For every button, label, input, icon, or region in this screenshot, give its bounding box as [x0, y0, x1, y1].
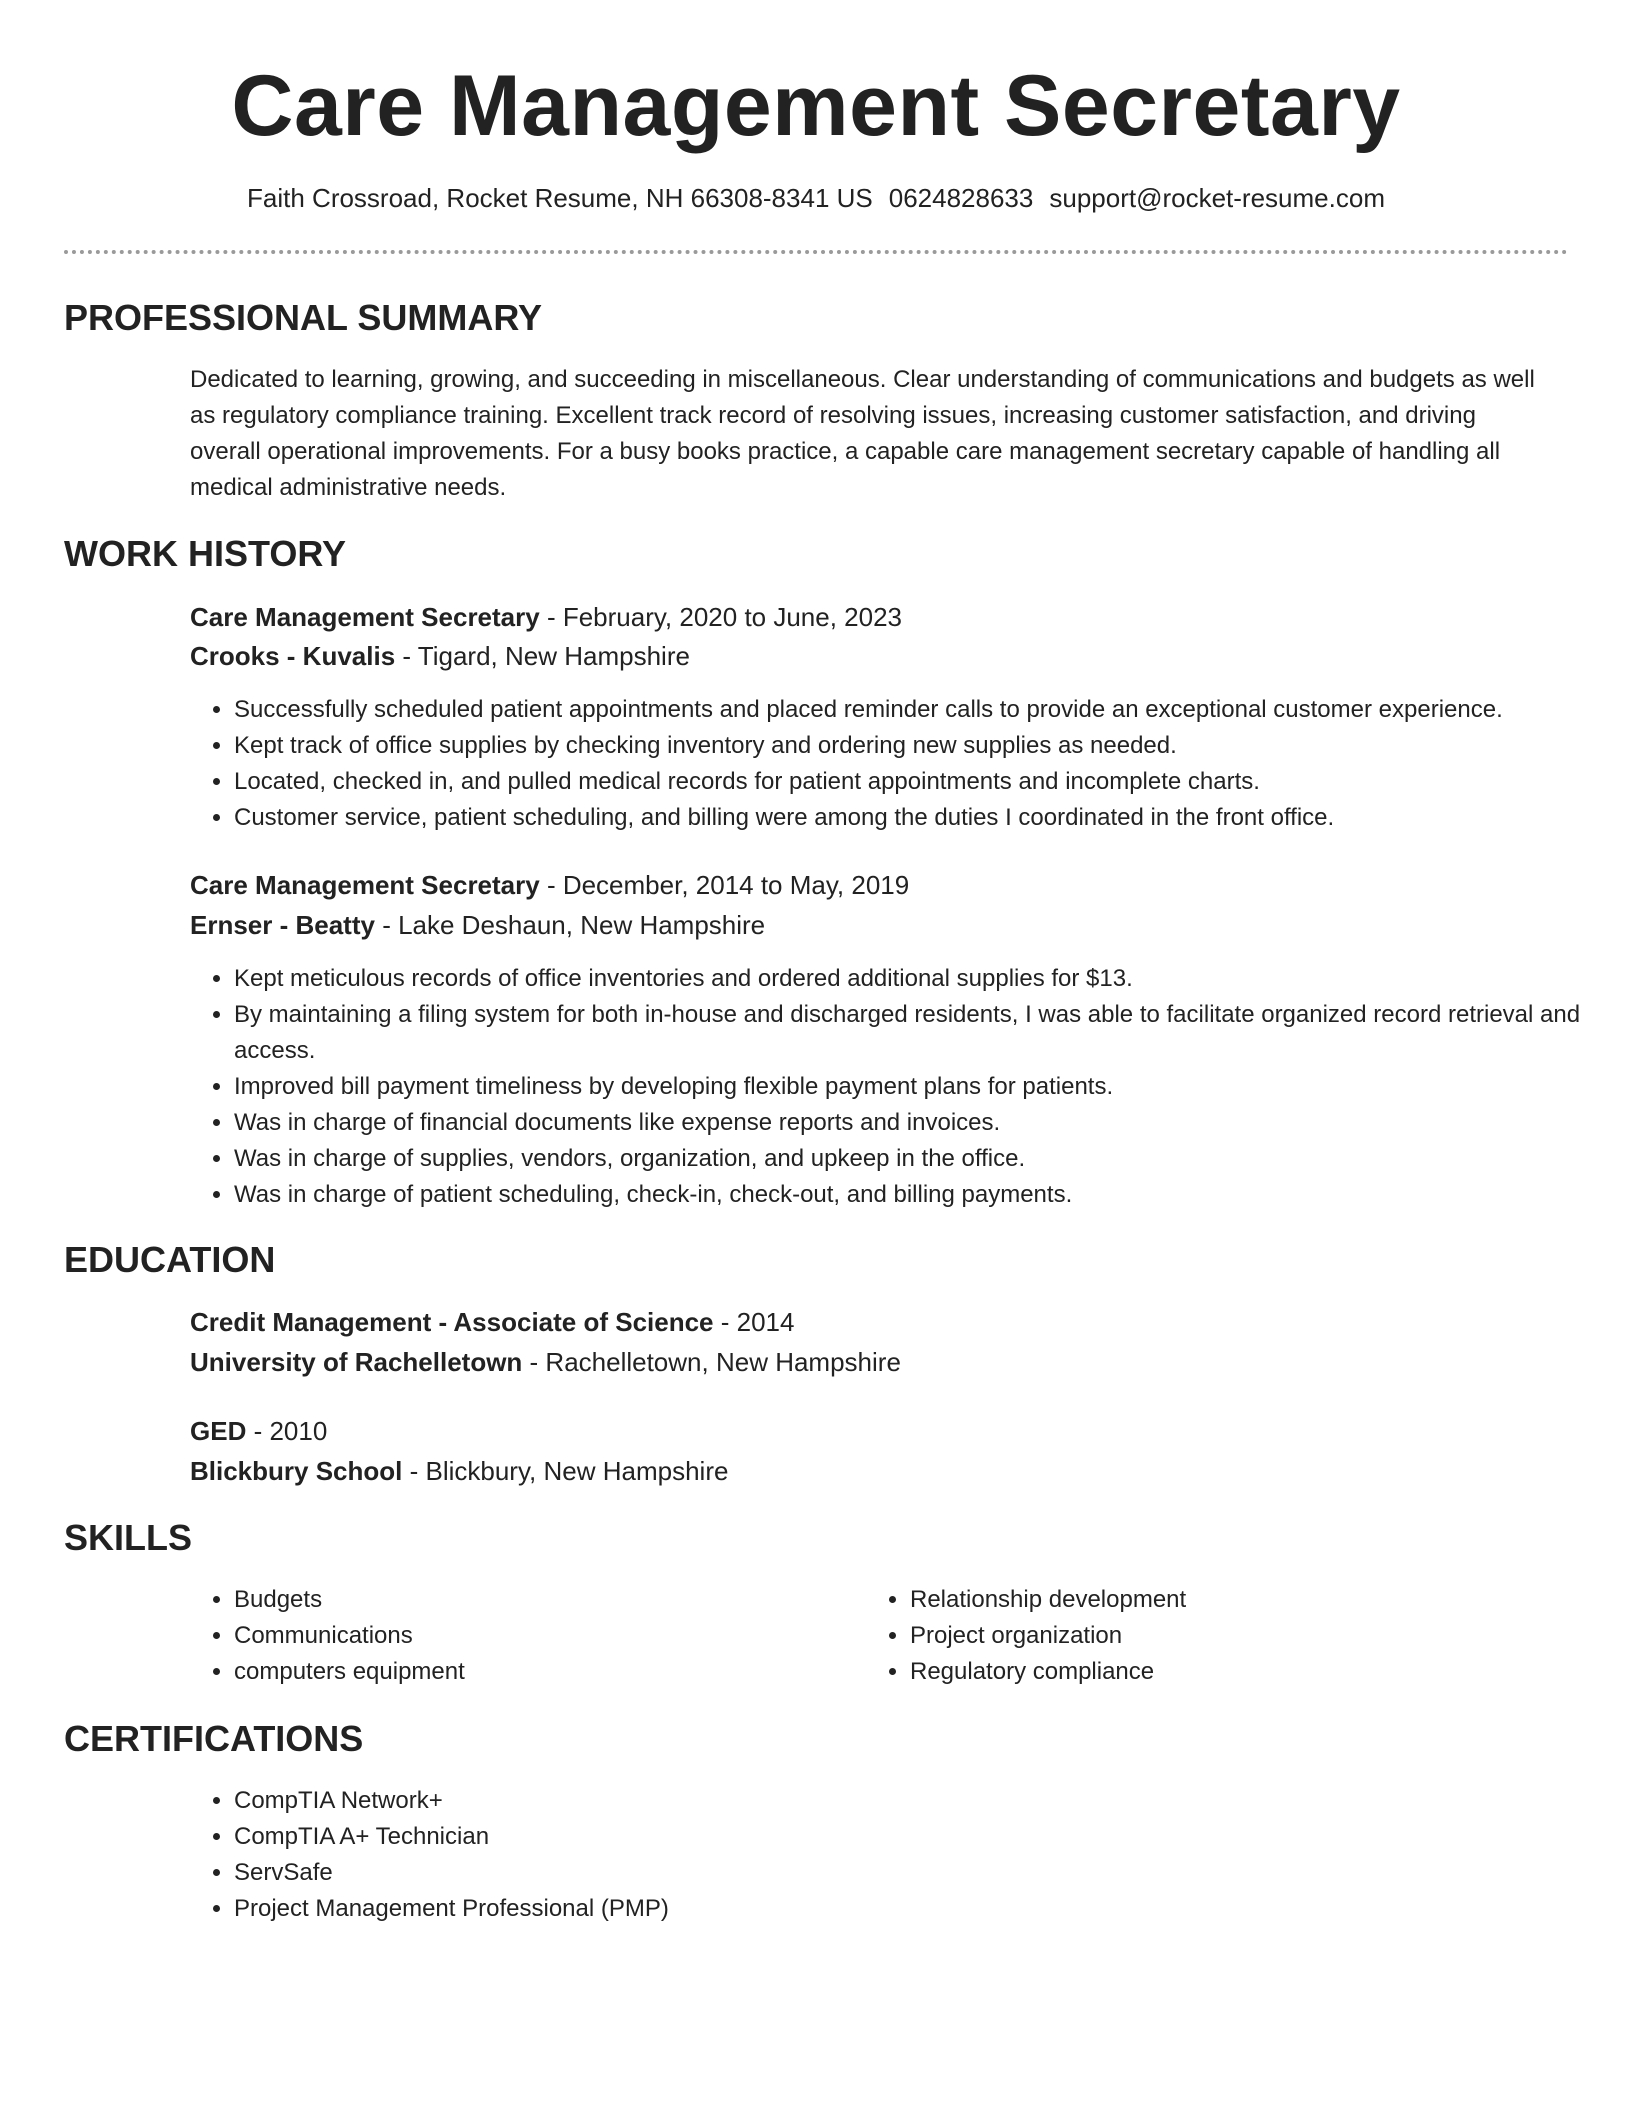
job-2-bullets	[190, 961, 1614, 1213]
job-1-bullets	[190, 692, 1614, 836]
skills-list-left	[190, 1582, 834, 1690]
contact-line	[0, 180, 1632, 216]
list-item: • Relationship development	[910, 1582, 1550, 1618]
list-item: • Customer service, patient scheduling, and billing were among the duties I coordinated in the front office.	[234, 800, 1614, 836]
certifications-list	[190, 1783, 1614, 1927]
list-item: • Was in charge of supplies, vendors, organization, and upkeep in the office.	[234, 1141, 1614, 1177]
job-1-dates: - February, 2020 to June, 2023	[539, 602, 903, 632]
job-1-company-line	[190, 637, 690, 675]
resume-name: Care Management Secretary	[231, 58, 1401, 154]
job-2-location: - Lake Deshaun, New Hampshire	[374, 910, 766, 940]
job-2-company-line	[190, 906, 765, 944]
education-2-school-line	[190, 1452, 728, 1490]
list-item: • By maintaining a filing system for both in-house and discharged residents, I was able to facilitate organized record retrieval and access.	[234, 997, 1614, 1069]
job-1-company: Crooks - Kuvalis	[190, 641, 396, 671]
list-item: • Communications	[234, 1618, 834, 1654]
list-item: • ServSafe	[234, 1855, 1614, 1891]
list-item: • Kept track of office supplies by checking inventory and ordering new supplies as needed.	[234, 728, 1614, 764]
job-1-role: Care Management Secretary	[190, 602, 540, 632]
skills-heading: SKILLS	[64, 1517, 193, 1558]
list-item: • Was in charge of financial documents like expense reports and invoices.	[234, 1105, 1614, 1141]
job-2-role: Care Management Secretary	[190, 870, 540, 900]
job-2-title-line	[190, 866, 909, 904]
summary-text: Dedicated to learning, growing, and succeeding in miscellaneous. Clear understanding of communications and budgets as well as regulatory compliance training. Excellent track record of resolving issues, increasing customer satisfaction, and driving overall operational improvements. For a busy books practice, a capable care management secretary capable of handling all medical administrative needs.	[190, 366, 1535, 501]
contact-address: Faith Crossroad, Rocket Resume, NH 66308-8341 US	[247, 183, 873, 213]
list-item: • Budgets	[234, 1582, 834, 1618]
list-item: • Located, checked in, and pulled medical records for patient appointments and incomplete charts.	[234, 764, 1614, 800]
header-divider	[64, 250, 1568, 254]
education-2-year: - 2010	[246, 1416, 328, 1446]
list-item: • CompTIA A+ Technician	[234, 1819, 1614, 1855]
education-2-school: Blickbury School	[190, 1456, 403, 1486]
list-item: • Was in charge of patient scheduling, check-in, check-out, and billing payments.	[234, 1177, 1614, 1213]
summary-heading: PROFESSIONAL SUMMARY	[64, 297, 543, 338]
list-item: • Improved bill payment timeliness by developing flexible payment plans for patients.	[234, 1069, 1614, 1105]
education-2-location: - Blickbury, New Hampshire	[402, 1456, 729, 1486]
education-1-school: University of Rachelletown	[190, 1347, 523, 1377]
job-1-title-line	[190, 598, 902, 636]
skills-list-right	[866, 1582, 1550, 1690]
education-1-school-line	[190, 1343, 901, 1381]
education-1-degree-line	[190, 1303, 794, 1341]
list-item: • computers equipment	[234, 1654, 834, 1690]
contact-email[interactable]: support@rocket-resume.com	[1049, 183, 1385, 213]
list-item: • Project Management Professional (PMP)	[234, 1891, 1614, 1927]
contact-phone: 0624828633	[888, 183, 1034, 213]
list-item: • CompTIA Network+	[234, 1783, 1614, 1819]
education-1-year: - 2014	[713, 1307, 795, 1337]
work-history-heading: WORK HISTORY	[64, 533, 347, 574]
education-1-location: - Rachelletown, New Hampshire	[522, 1347, 901, 1377]
education-heading: EDUCATION	[64, 1239, 276, 1280]
list-item: • Regulatory compliance	[910, 1654, 1550, 1690]
certifications-heading: CERTIFICATIONS	[64, 1718, 364, 1759]
education-2-degree: GED	[190, 1416, 247, 1446]
list-item: • Project organization	[910, 1618, 1550, 1654]
job-1-location: - Tigard, New Hampshire	[395, 641, 690, 671]
list-item: • Kept meticulous records of office inventories and ordered additional supplies for $13.	[234, 961, 1614, 997]
job-2-dates: - December, 2014 to May, 2019	[539, 870, 910, 900]
list-item: • Successfully scheduled patient appointments and placed reminder calls to provide an exceptional customer experience.	[234, 692, 1614, 728]
job-2-company: Ernser - Beatty	[190, 910, 375, 940]
education-2-degree-line	[190, 1412, 327, 1450]
education-1-degree: Credit Management - Associate of Science	[190, 1307, 714, 1337]
